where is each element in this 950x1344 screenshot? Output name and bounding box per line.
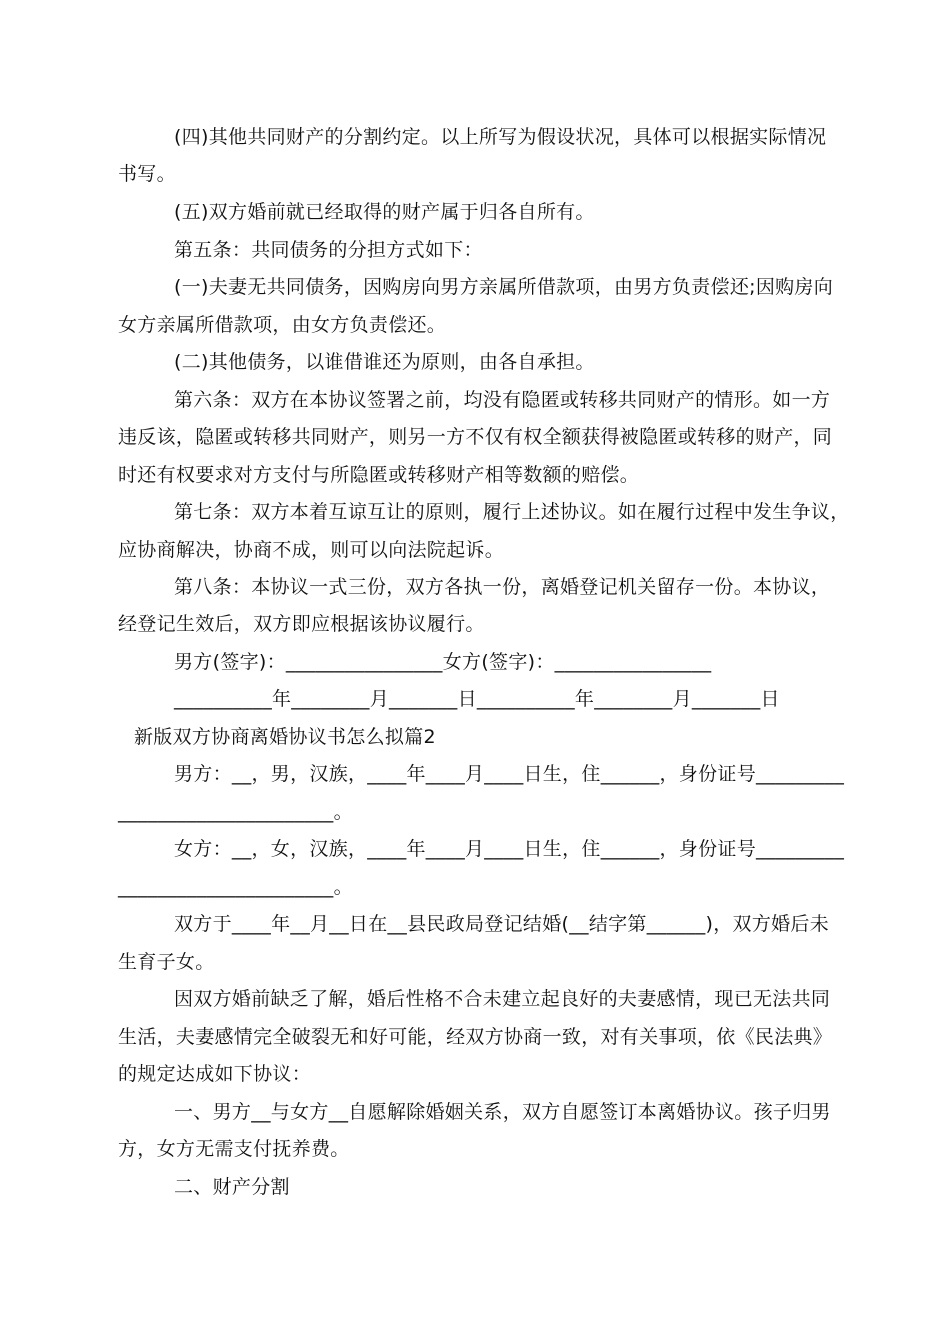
paragraph-line: 方，女方无需支付抚养费。 [118,1138,350,1160]
paragraph-line: 生育子女。 [118,951,215,973]
paragraph-line: 一、男方__与女方__自愿解除婚姻关系，双方自愿签订本离婚协议。孩子归男 [174,1101,831,1123]
paragraph-line: 第八条：本协议一式三份，双方各执一份，离婚登记机关留存一份。本协议， [174,576,831,598]
paragraph-line: 书写。 [118,163,176,185]
section-title: 新版双方协商离婚协议书怎么拟篇2 [134,726,436,748]
signature-line: 男方(签字)：________________女方(签字)：________________ [174,651,712,673]
paragraph-line: 因双方婚前缺乏了解，婚后性格不合未建立起良好的夫妻感情，现已无法共同 [174,988,831,1010]
paragraph-line: 双方于____年__月__日在__县民政局登记结婚(__结字第______)，双方婚后未 [174,913,830,935]
paragraph-line: 女方亲属所借款项，由女方负责偿还。 [118,314,447,336]
section-heading: 二、财产分割 [174,1176,290,1198]
paragraph-line: 的规定达成如下协议： [118,1063,312,1085]
paragraph-line: (二)其他债务，以谁借谁还为原则，由各自承担。 [174,351,595,373]
paragraph-line: (一)夫妻无共同债务，因购房向男方亲属所借款项，由男方负责偿还;因购房向 [174,276,834,298]
section-heading: 第五条：共同债务的分担方式如下： [174,239,483,261]
paragraph-line: 第六条：双方在本协议签署之前，均没有隐匿或转移共同财产的情形。如一方 [174,389,831,411]
paragraph-line: 违反该，隐匿或转移共同财产，则另一方不仅有权全额获得被隐匿或转移的财产，同 [118,426,833,448]
paragraph-line: ______________________。 [118,801,353,823]
paragraph-line: 第七条：双方本着互谅互让的原则，履行上述协议。如在履行过程中发生争议， [174,501,850,523]
paragraph-line: (四)其他共同财产的分割约定。以上所写为假设状况，具体可以根据实际情况 [174,126,827,148]
paragraph-line: 生活，夫妻感情完全破裂无和好可能，经双方协商一致，对有关事项，依《民法典》 [118,1026,833,1048]
date-line: __________年________月_______日__________年________月_______日 [174,688,780,710]
paragraph-line: ______________________。 [118,876,353,898]
paragraph-line: 应协商解决，协商不成，则可以向法院起诉。 [118,539,505,561]
paragraph-line: (五)双方婚前就已经取得的财产属于归各自所有。 [174,201,595,223]
paragraph-line: 时还有权要求对方支付与所隐匿或转移财产相等数额的赔偿。 [118,464,640,486]
paragraph-line: 女方：__，女，汉族，____年____月____日生，住______，身份证号_________ [174,838,845,860]
paragraph-line: 男方：__，男，汉族，____年____月____日生，住______，身份证号_________ [174,763,845,785]
paragraph-line: 经登记生效后，双方即应根据该协议履行。 [118,613,485,635]
